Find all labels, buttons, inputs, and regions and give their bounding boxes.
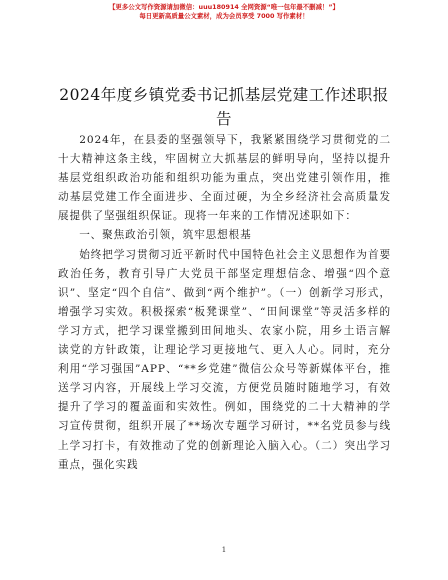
document-body	[58, 131, 391, 475]
paragraph-section-1: 始终把学习贯彻习近平新时代中国特色社会主义思想作为首要政治任务，教育引导广大党员干部坚定理想信念、增强“四个意识”、坚定“四个自信”、做到“两个维护”。（一）创新学习形式，增强学习实效。积极探索“板凳课堂”、“田间课堂”等灵活多样的学习方式，把学习课堂搬到田间地头、农家小院，用乡土语言解读党的方针政策，让理论学习更接地气、更入人心。同时，充分利用“学习强国”APP、“**乡党建”微信公众号等新媒体平台，推送学习内容，开展线上学习交流，方便党员随时随地学习，有效提升了学习的覆盖面和实效性。例如，围绕党的二十大精神的学习宣传贯彻，组织开展了**场次专题学习研讨，**名党员参与线上学习打卡，有效推动了党的创新理论入脑入心。（二）突出学习重点，强化实践	[58, 248, 391, 471]
promo-banner-line-1: 【更多公文写作资源请加微信：uuu180914 全网资源“唯一包年最不删减！”】	[109, 3, 339, 11]
document-title: 2024年度乡镇党委书记抓基层党建工作述职报告	[59, 86, 389, 128]
section-heading: 一、聚焦政治引领，筑牢思想根基	[79, 229, 252, 242]
page-number: 1	[221, 546, 227, 554]
paragraph-intro: 2024年，在县委的坚强领导下，我紧紧围绕学习贯彻党的二十大精神这条主线，牢固树立大抓基层的鲜明导向，坚持以提升基层党组织政治功能和组织功能为重点，突出党建引领作用，推动基层党建工作全面进步、全面过硬，为全乡经济社会高质量发展提供了坚强组织保证。现将一年来的工作情况述职如下：	[58, 134, 391, 223]
promo-banner	[0, 3, 448, 21]
promo-banner-line-2: 每日更新高质量公文素材，成为会员享受 7000 写作素材！	[139, 12, 309, 20]
